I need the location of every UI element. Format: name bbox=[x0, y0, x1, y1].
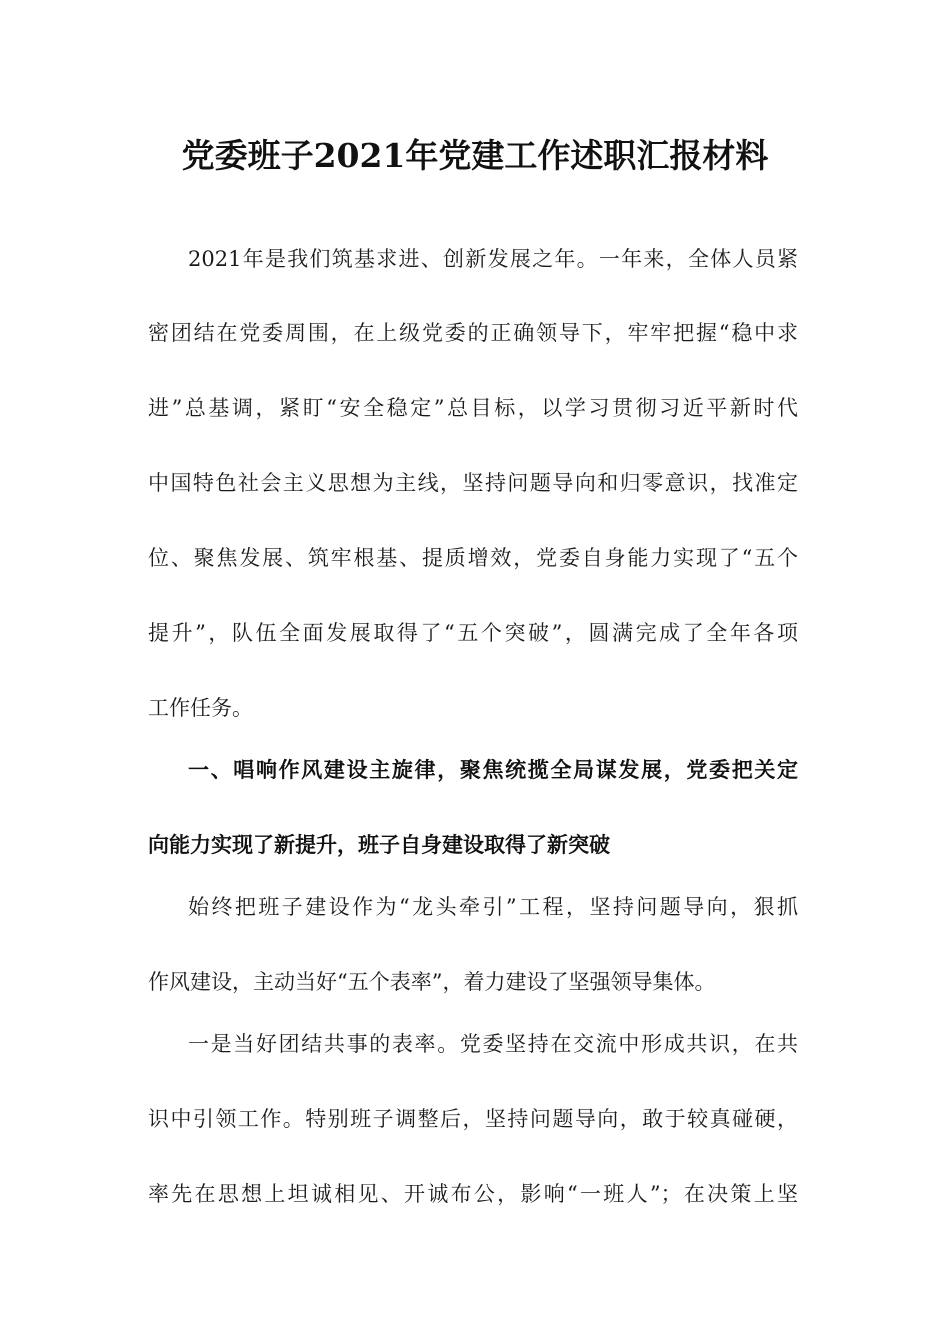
section-heading-line: 一、唱响作风建设主旋律，聚焦统揽全局谋发展，党委把关定 bbox=[188, 757, 798, 782]
body-line: 工作任务。 bbox=[148, 696, 253, 720]
section-heading-line: 向能力实现了新提升，班子自身建设取得了新突破 bbox=[148, 832, 610, 857]
body-line: 识中引领工作。特别班子调整后，坚持问题导向，敢于较真碰硬， bbox=[148, 1107, 798, 1131]
body-line: 作风建设，主动当好“五个表率”，着力建设了坚强领导集体。 bbox=[148, 970, 716, 994]
body-line: 提升”，队伍全面发展取得了“五个突破”，圆满完成了全年各项 bbox=[148, 621, 798, 645]
body-line: 一是当好团结共事的表率。党委坚持在交流中形成共识，在共 bbox=[188, 1032, 798, 1056]
document-title: 党委班子2021年党建工作述职汇报材料 bbox=[181, 136, 769, 175]
body-line: 中国特色社会主义思想为主线，坚持问题导向和归零意识，找准定 bbox=[148, 471, 798, 495]
body-line: 2021年是我们筑基求进、创新发展之年。一年来，全体人员紧 bbox=[188, 247, 798, 271]
body-line: 进”总基调，紧盯“安全稳定”总目标，以学习贯彻习近平新时代 bbox=[148, 396, 798, 420]
body-line: 密团结在党委周围，在上级党委的正确领导下，牢牢把握“稳中求 bbox=[148, 321, 798, 345]
body-line: 率先在思想上坦诚相见、开诚布公，影响“一班人”；在决策上坚 bbox=[148, 1182, 798, 1206]
body-line: 始终把班子建设作为“龙头牵引”工程，坚持问题导向，狠抓 bbox=[188, 895, 798, 919]
body-line: 位、聚焦发展、筑牢根基、提质增效，党委自身能力实现了“五个 bbox=[148, 546, 798, 570]
